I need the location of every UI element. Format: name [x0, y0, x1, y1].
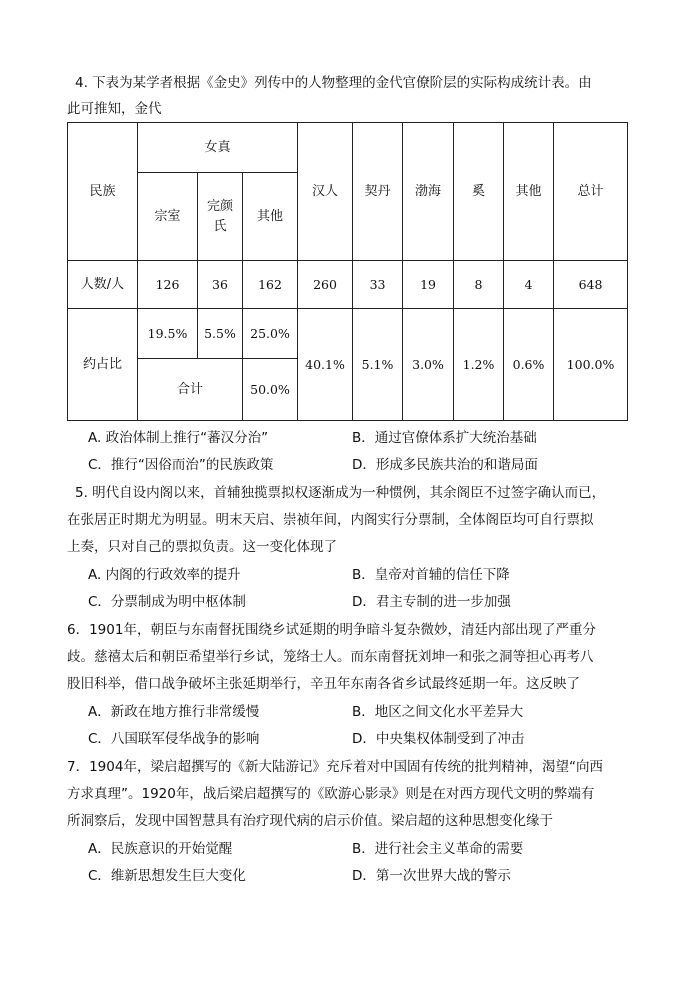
subheader-wanyan-line1: 完颜	[206, 198, 233, 214]
q4-stem-line1: 4. 下表为某学者根据《金史》列传中的人物整理的金代官僚阶层的实际构成统计表。由	[75, 75, 592, 91]
q6-option-d[interactable]: D．中央集权体制受到了冲击	[352, 731, 525, 747]
row-label-pct: 约占比	[68, 309, 138, 421]
pct-qidan: 5.1%	[353, 309, 403, 421]
q7-option-d[interactable]: D．第一次世界大战的警示	[352, 868, 511, 884]
q7-stem-line3: 所洞察后，发现中国智慧具有治疗现代病的启示价值。梁启超的这种思想变化缘于	[67, 813, 553, 829]
header-nvzhen: 女真	[138, 123, 298, 173]
nvzhen-sum-value: 50.0%	[243, 359, 298, 421]
row-label-count: 人数/人	[68, 261, 138, 309]
subheader-wanyan	[198, 173, 243, 261]
q7-stem-line2: 方求真理”。1920年，战后梁启超撰写的《欧游心影录》则是在对西方现代文明的弊端有	[67, 786, 595, 802]
header-other: 其他	[504, 123, 554, 261]
q5-stem-line3: 上奏，只对自己的票拟负责。这一变化体现了	[67, 539, 337, 555]
subheader-qita: 其他	[243, 173, 298, 261]
pct-other: 0.6%	[504, 309, 554, 421]
q6-option-b[interactable]: B．地区之间文化水平差异大	[352, 704, 524, 720]
q6-stem-line1: 6．1901年，朝臣与东南督抚围绕乡试延期的明争暗斗复杂微妙，清廷内部出现了严重分	[67, 622, 596, 638]
pct-wanyan: 5.5%	[198, 309, 243, 359]
header-han: 汉人	[298, 123, 353, 261]
count-nvzhen-other: 162	[243, 261, 298, 309]
q6-stem-line3: 股旧科举，借口战争破坏主张延期举行，辛丑年东南各省乡试最终延期一年。这反映了	[67, 676, 580, 692]
q4-option-c[interactable]: C．推行“因俗而治”的民族政策	[88, 457, 274, 473]
official-composition-table	[67, 122, 628, 421]
nvzhen-sum-label: 合计	[138, 359, 243, 421]
header-total: 总计	[554, 123, 628, 261]
q6-stem-line2: 歧。慈禧太后和朝臣希望举行乡试，笼络士人。而东南督抚刘坤一和张之洞等担心再考八	[67, 649, 594, 665]
q5-stem-line2: 在张居正时期尤为明显。明末天启、崇祯年间，内阁实行分票制，全体阁臣均可自行票拟	[67, 512, 594, 528]
q7-stem-line1: 7．1904年，梁启超撰写的《新大陆游记》充斥着对中国固有传统的批判精神，渴望“向西	[67, 759, 603, 775]
count-bohai: 19	[403, 261, 454, 309]
q4-option-a[interactable]: A. 政治体制上推行“蕃汉分治”	[88, 430, 269, 446]
count-total: 648	[554, 261, 628, 309]
count-han: 260	[298, 261, 353, 309]
q4-option-d[interactable]: D．形成多民族共治的和谐局面	[352, 457, 538, 473]
q7-option-a[interactable]: A．民族意识的开始觉醒	[88, 841, 233, 857]
subheader-wanyan-line2: 氏	[213, 218, 227, 234]
q5-option-d[interactable]: D．君主专制的进一步加强	[352, 594, 511, 610]
q5-stem-line1: 5. 明代自设内阁以来，首辅独揽票拟权逐渐成为一种惯例，其余阁臣不过签字确认而已，	[75, 485, 606, 501]
q5-option-a[interactable]: A. 内阁的行政效率的提升	[88, 567, 241, 583]
count-wanyan: 36	[198, 261, 243, 309]
q4-option-b[interactable]: B．通过官僚体系扩大统治基础	[352, 430, 537, 446]
header-xi: 奚	[454, 123, 504, 261]
pct-zongshi: 19.5%	[138, 309, 198, 359]
q4-stem-line2: 此可推知，金代	[67, 101, 162, 117]
pct-han: 40.1%	[298, 309, 353, 421]
count-other: 4	[504, 261, 554, 309]
q5-option-b[interactable]: B．皇帝对首辅的信任下降	[352, 567, 510, 583]
pct-xi: 1.2%	[454, 309, 504, 421]
pct-total: 100.0%	[554, 309, 628, 421]
q7-option-c[interactable]: C．维新思想发生巨大变化	[88, 868, 246, 884]
q6-option-a[interactable]: A．新政在地方推行非常缓慢	[88, 704, 260, 720]
q5-option-c[interactable]: C．分票制成为明中枢体制	[88, 594, 246, 610]
header-minzu: 民族	[68, 123, 138, 261]
q6-option-c[interactable]: C．八国联军侵华战争的影响	[88, 731, 260, 747]
pct-nvzhen-other: 25.0%	[243, 309, 298, 359]
count-qidan: 33	[353, 261, 403, 309]
subheader-zongshi: 宗室	[138, 173, 198, 261]
count-xi: 8	[454, 261, 504, 309]
header-bohai: 渤海	[403, 123, 454, 261]
pct-bohai: 3.0%	[403, 309, 454, 421]
count-zongshi: 126	[138, 261, 198, 309]
q7-option-b[interactable]: B．进行社会主义革命的需要	[352, 841, 524, 857]
header-qidan: 契丹	[353, 123, 403, 261]
